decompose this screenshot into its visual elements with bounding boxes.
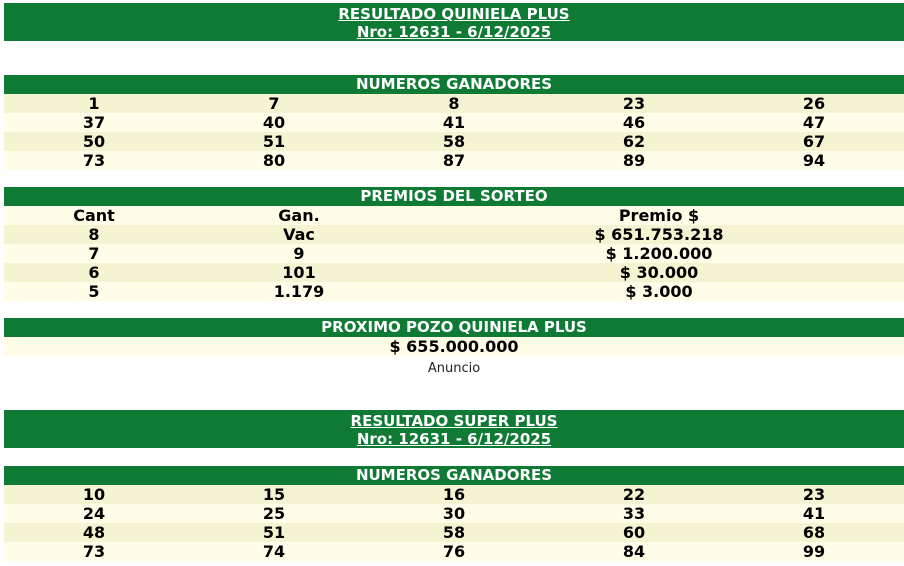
ad-label: Anuncio [427,361,481,376]
prize-row [4,244,904,263]
winning-number: 41 [442,113,466,132]
winning-number: 7 [268,94,280,113]
prize-amount: $ 30.000 [619,263,699,282]
quiniela-draw-number[interactable]: Nro: 12631 - 6/12/2025 [356,23,552,41]
prize-amount: $ 3.000 [625,282,693,301]
column-header-gan: Gan. [278,206,320,225]
winning-number: 22 [622,485,646,504]
prize-hits: 7 [88,244,100,263]
super-number-row [4,504,904,523]
winning-number: 51 [262,523,286,542]
winning-number: 84 [622,542,646,561]
winning-number: 15 [262,485,286,504]
quiniela-title[interactable]: RESULTADO QUINIELA PLUS [338,5,570,23]
super-number-row [4,542,904,561]
winning-number: 23 [802,485,826,504]
winning-number: 50 [82,132,106,151]
winning-number: 87 [442,151,466,170]
super-numbers-header: NUMEROS GANADORES [4,466,904,485]
prizes-header: PREMIOS DEL SORTEO [4,187,904,206]
column-header-premio: Premio $ [618,206,700,225]
winning-number: 99 [802,542,826,561]
winning-number: 94 [802,151,826,170]
prize-winners: 9 [293,244,305,263]
prizes-column-headers [4,206,904,225]
super-result-header [4,410,904,448]
winning-number: 73 [82,542,106,561]
prize-winners: 101 [282,263,316,282]
quiniela-numbers-header: NUMEROS GANADORES [4,75,904,94]
winning-number: 41 [802,504,826,523]
column-header-cant: Cant [73,206,115,225]
super-draw-number[interactable]: Nro: 12631 - 6/12/2025 [356,430,552,448]
winning-number: 37 [82,113,106,132]
winning-number: 46 [622,113,646,132]
winning-number: 24 [82,504,106,523]
winning-number: 51 [262,132,286,151]
prize-amount: $ 1.200.000 [605,244,713,263]
quiniela-number-row [4,151,904,170]
winning-number: 60 [622,523,646,542]
winning-number: 40 [262,113,286,132]
quiniela-number-row [4,94,904,113]
winning-number: 16 [442,485,466,504]
winning-number: 8 [448,94,460,113]
winning-number: 23 [622,94,646,113]
prize-row [4,263,904,282]
winning-number: 80 [262,151,286,170]
winning-number: 62 [622,132,646,151]
super-number-row [4,523,904,542]
prize-winners: 1.179 [273,282,325,301]
winning-number: 58 [442,132,466,151]
winning-number: 10 [82,485,106,504]
winning-number: 33 [622,504,646,523]
prize-amount: $ 651.753.218 [594,225,724,244]
winning-number: 58 [442,523,466,542]
winning-number: 76 [442,542,466,561]
prize-hits: 8 [88,225,100,244]
quiniela-number-row [4,132,904,151]
next-pot-amount: $ 655.000.000 [4,337,904,356]
quiniela-number-row [4,113,904,132]
winning-number: 68 [802,523,826,542]
next-pot-header: PROXIMO POZO QUINIELA PLUS [4,318,904,337]
winning-number: 73 [82,151,106,170]
winning-number: 25 [262,504,286,523]
prize-hits: 5 [88,282,100,301]
winning-number: 89 [622,151,646,170]
winning-number: 1 [88,94,100,113]
super-title[interactable]: RESULTADO SUPER PLUS [350,412,558,430]
winning-number: 67 [802,132,826,151]
prize-row [4,282,904,301]
quiniela-result-header [4,3,904,41]
prize-winners: Vac [283,225,315,244]
prize-hits: 6 [88,263,100,282]
super-number-row [4,485,904,504]
winning-number: 48 [82,523,106,542]
winning-number: 30 [442,504,466,523]
winning-number: 47 [802,113,826,132]
winning-number: 26 [802,94,826,113]
prize-row [4,225,904,244]
winning-number: 74 [262,542,286,561]
